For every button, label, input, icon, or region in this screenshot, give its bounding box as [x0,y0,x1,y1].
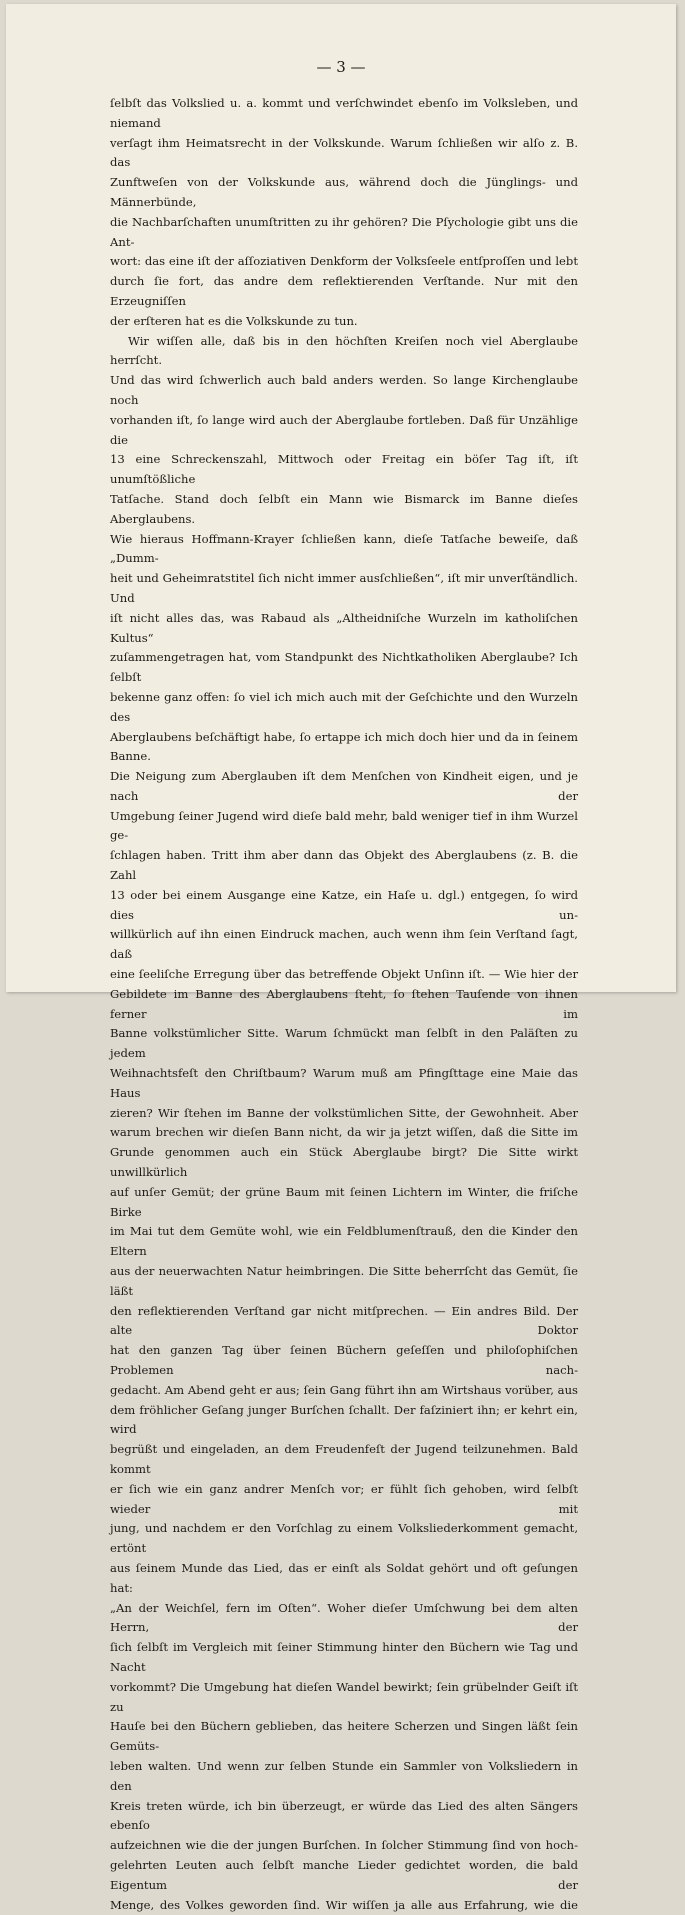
text-line: Wir wiſſen alle, daß bis in den höchſten Kreiſen noch viel Aberglaube herrſcht. [110,333,578,368]
text-line: warum brechen wir dieſen Bann nicht, da wir ja jetzt wiſſen, daß die Sitte im [110,1125,578,1140]
text-line: aus der neuerwachten Natur heimbringen. Die Sitte beherrſcht das Gemüt, ſie läßt [110,1264,578,1298]
text-line: willkürlich auf ihn einen Eindruck machen, auch wenn ihm ſein Verſtand ſagt, daß [110,927,578,962]
text-line: vorkommt? Die Umgebung hat dieſen Wandel bewirkt; ſein grübelnder Geiſt iſt zu [110,1679,578,1714]
text-line: 13 eine Schreckenszahl, Mittwoch oder Freitag ein böſer Tag iſt, iſt unumſtößliche [110,452,578,487]
text-line: Wie hieraus Hoffmann-Krayer ſchließen kann, dieſe Tatſache beweiſe, daß „Dumm- [110,531,578,566]
text-line: Die Neigung zum Aberglauben iſt dem Menſchen von Kindheit eigen, und je nach der [110,769,578,803]
text-line: zieren? Wir ſtehen im Banne der volkstümlichen Sitte, der Gewohnheit. Aber [110,1105,578,1120]
text-line: ſich ſelbſt im Vergleich mit ſeiner Stimmung hinter den Büchern wie Tag und Nacht [110,1640,578,1674]
text-line: heit und Geheimratstitel ſich nicht immer ausſchließen“, iſt mir unverſtändlich. Und [110,571,578,605]
text-line: dem fröhlicher Geſang junger Burſchen ſchallt. Der faſziniert ihn; er kehrt ein, wird [110,1402,578,1437]
text-line: vorhanden iſt, ſo lange wird auch der Aberglaube fortleben. Daß für Unzählige die [110,412,578,447]
page-number: — 3 — [316,58,366,76]
text-line: wort: das eine iſt der aſſoziativen Denkform der Volksſeele entſproſſen und lebt [110,254,578,269]
text-line: „An der Weichſel, fern im Oſten“. Woher dieſer Umſchwung bei dem alten Herrn, der [110,1600,578,1635]
text-line: im Mai tut dem Gemüte wohl, wie ein Feldblumenſtrauß, den die Kinder den Eltern [110,1224,578,1259]
text-line: Grunde genommen auch ein Stück Aberglaube birgt? Die Sitte wirkt unwillkürlich [110,1145,578,1180]
text-line: aufzeichnen wie die der jungen Burſchen. In ſolcher Stimmung ſind von hoch- [110,1838,578,1853]
text-line: den reflektierenden Verſtand gar nicht mitſprechen. — Ein andres Bild. Der alte Doktor [110,1303,578,1338]
text-line: ſelbſt das Volkslied u. a. kommt und verſchwindet ebenſo im Volksleben, und niemand [110,96,578,130]
text-line: aus ſeinem Munde das Lied, das er einſt als Soldat gehört und oft geſungen hat: [110,1560,578,1595]
text-line: ſchlagen haben. Tritt ihm aber dann das Objekt des Aberglaubens (z. B. die Zahl [110,848,578,883]
text-line: verſagt ihm Heimatsrecht in der Volkskunde. Warum ſchließen wir alſo z. B. das [110,135,578,170]
text-line: die Nachbarſchaften unumſtritten zu ihr gehören? Die Pſychologie gibt uns die Ant- [110,214,578,249]
text-line: 13 oder bei einem Ausgange eine Katze, ein Haſe u. dgl.) entgegen, ſo wird dies un- [110,887,578,922]
text-line: Kreis treten würde, ich bin überzeugt, er würde das Lied des alten Sängers ebenſo [110,1798,578,1833]
text-line: Aberglaubens beſchäftigt habe, ſo ertappe ich mich doch hier und da in ſeinem Banne. [110,729,578,764]
text-line: auf unſer Gemüt; der grüne Baum mit ſeinen Lichtern im Winter, die friſche Birke [110,1184,578,1219]
text-line: jung, und nachdem er den Vorſchlag zu einem Volksliederkomment gemacht, ertönt [110,1521,578,1556]
text-line: hat den ganzen Tag über ſeinen Büchern geſeſſen und philoſophiſchen Problemen nach- [110,1343,578,1377]
book-page [6,4,676,1912]
text-line: Banne volkstümlicher Sitte. Warum ſchmückt man ſelbſt in den Paläſten zu jedem [110,1026,578,1061]
text-line: Tatſache. Stand doch ſelbſt ein Mann wie Bismarck im Banne dieſes Aberglaubens. [110,491,578,526]
text-line: durch ſie fort, das andre dem reflektierenden Verſtande. Nur mit den Erzeugniſſen [110,274,578,308]
text-line: eine ſeeliſche Erregung über das betreffende Objekt Unſinn iſt. — Wie hier der [110,967,578,982]
text-line: Und das wird ſchwerlich auch bald anders werden. So lange Kirchenglaube noch [110,373,578,407]
body-text [110,94,578,1915]
text-line: Hauſe bei den Büchern geblieben, das heitere Scherzen und Singen läßt ſein Gemüts- [110,1719,578,1754]
text-line: der erſteren hat es die Volkskunde zu tun. [110,313,358,328]
text-line: er ſich wie ein ganz andrer Menſch vor; er fühlt ſich gehoben, wird ſelbſt wieder mit [110,1481,578,1516]
text-line: leben walten. Und wenn zur ſelben Stunde ein Sammler von Volksliedern in den [110,1758,578,1793]
text-line: Menge, des Volkes geworden ſind. Wir wiſſen ja alle aus Erfahrung, wie die [110,1897,578,1912]
text-line: Weihnachtsfeſt den Chriſtbaum? Warum muß am Pfingſttage eine Maie das Haus [110,1066,578,1100]
text-line: gelehrten Leuten auch ſelbſt manche Lieder gedichtet worden, die bald Eigentum der [110,1857,578,1892]
text-line: Gebildete im Banne des Aberglaubens ſteht, ſo ſtehen Tauſende von ihnen ferner im [110,986,578,1021]
text-line: Zunftweſen von der Volkskunde aus, während doch die Jünglings- und Männerbünde, [110,175,578,209]
text-line: begrüßt und eingeladen, an dem Freudenfeſt der Jugend teilzunehmen. Bald kommt [110,1442,578,1476]
text-line: Umgebung ſeiner Jugend wird dieſe bald mehr, bald weniger tief in ihm Wurzel ge- [110,808,578,843]
text-line: iſt nicht alles das, was Rabaud als „Altheidniſche Wurzeln im katholiſchen Kultus“ [110,610,578,645]
text-line: gedacht. Am Abend geht er aus; ſein Gang führt ihn am Wirtshaus vorüber, aus [110,1382,578,1397]
text-line: zuſammengetragen hat, vom Standpunkt des Nichtkatholiken Aberglaube? Ich ſelbſt [110,650,578,685]
text-line: bekenne ganz offen: ſo viel ich mich auch mit der Geſchichte und den Wurzeln des [110,689,578,724]
